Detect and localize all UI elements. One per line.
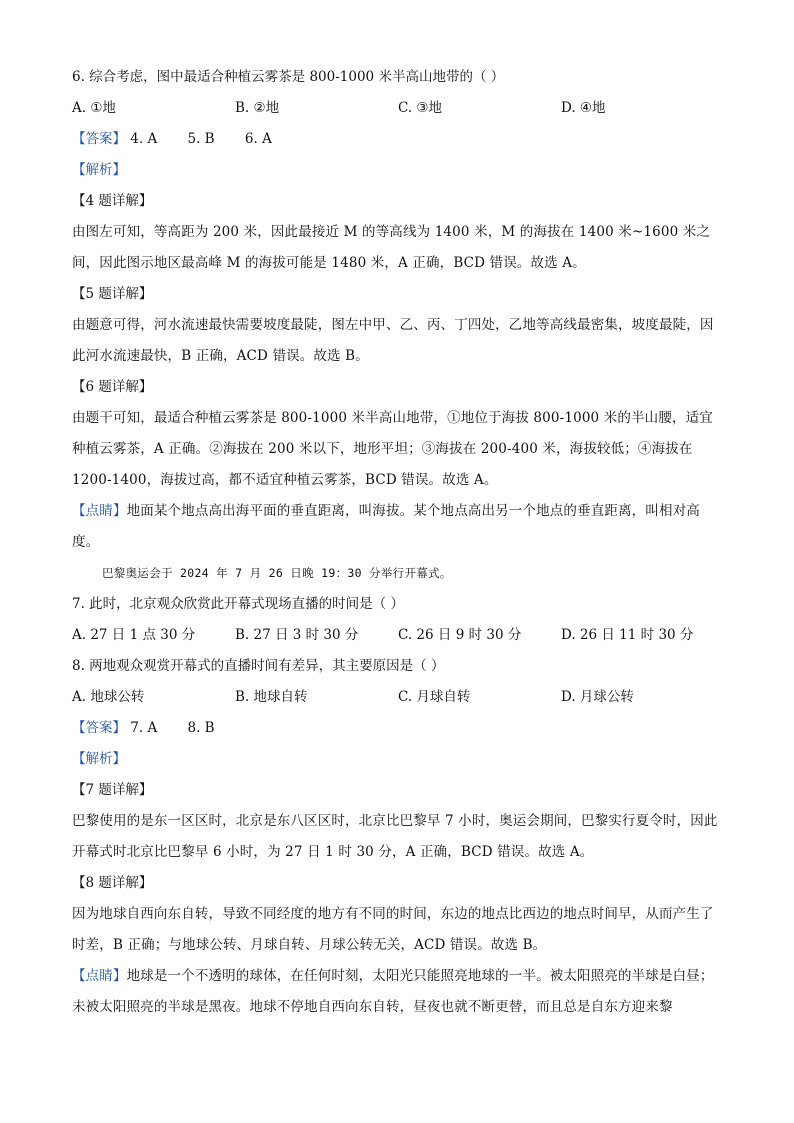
question-7-options [72,620,724,651]
answer-tag: 【答案】 [72,131,126,147]
tip-text: 地面某个地点高出海平面的垂直距离，叫海拔。某个地点高出另一个地点的垂直距离，叫相对高度。 [72,503,700,550]
answer-block-1 [72,124,724,155]
option-c: C. 26 日 9 时 30 分 [398,627,522,643]
option-d: D. 26 日 11 时 30 分 [561,627,694,643]
detail-5-text: 由题意可得，河水流速最快需要坡度最陡，图左中甲、乙、丙、丁四处，乙地等高线最密集，坡度最陡，因此河水流速最快，B 正确，ACD 错误。故选 B。 [72,317,714,364]
detail-5-title: 【5 题详解】 [72,286,153,302]
detail-4-title: 【4 题详解】 [72,193,153,209]
option-a: A. ①地 [72,100,116,116]
document-page [72,62,724,1023]
answer-5: 5. B [187,131,215,147]
detail-8-title: 【8 题详解】 [72,875,153,891]
detail-6-text: 由题干可知，最适合种植云雾茶是 800-1000 米半高山地带，①地位于海拔 800-1000 米的半山腰，适宜种植云雾茶，A 正确。②海拔在 200 米以下，地形平坦；③海拔在 200-400 米，海拔较低；④海拔在 1200-1400，海拔过高，都不适宜种植云雾茶，BCD 错误。故选 A。 [72,410,713,488]
option-b: B. ②地 [235,100,280,116]
tip-block-1 [72,496,724,558]
analysis-heading-1: 【解析】 [72,162,126,178]
answer-8: 8. B [187,720,215,736]
answer-7: 7. A [130,720,158,736]
option-a: A. 27 日 1 点 30 分 [72,627,196,643]
option-a: A. 地球公转 [72,689,145,705]
question-8-options [72,682,724,713]
tip-text: 地球是一个不透明的球体，在任何时刻，太阳光只能照亮地球的一半。被太阳照亮的半球是白昼；未被太阳照亮的半球是黑夜。地球不停地自西向东自转，昼夜也就不断更替，而且总是自东方迎来黎 [72,968,714,1015]
answer-4: 4. A [130,131,158,147]
option-d: D. ④地 [561,100,606,116]
detail-6-title: 【6 题详解】 [72,379,153,395]
detail-4-text: 由图左可知，等高距为 200 米，因此最接近 M 的等高线为 1400 米，M 的海拔在 1400 米~1600 米之间，因此图示地区最高峰 M 的海拔可能是 1480 米，A 正确，BCD 错误。故选 A。 [72,224,711,271]
option-c: C. 月球自转 [398,689,471,705]
answer-6: 6. A [244,131,272,147]
detail-8-text: 因为地球自西向东自转，导致不同经度的地方有不同的时间，东边的地点比西边的地点时间早，从而产生了时差，B 正确；与地球公转、月球自转、月球公转无关，ACD 错误。故选 B。 [72,906,714,953]
option-b: B. 27 日 3 时 30 分 [235,627,359,643]
question-6-options [72,93,724,124]
detail-7-title: 【7 题详解】 [72,782,153,798]
option-c: C. ③地 [398,100,443,116]
option-b: B. 地球自转 [235,689,308,705]
option-d: D. 月球公转 [561,689,634,705]
answer-block-2 [72,713,724,744]
analysis-heading-2: 【解析】 [72,751,126,767]
tip-block-2 [72,961,724,1023]
detail-7-text: 巴黎使用的是东一区区时，北京是东八区区时，北京比巴黎早 7 小时，奥运会期间，巴黎实行夏令时，因此开幕式时北京比巴黎早 6 小时，为 27 日 1 时 30 分，A 正确，BCD 错误。故选 A。 [72,813,718,860]
question-8-stem: 8. 两地观众观赏开幕式的直播时间有差异，其主要原因是（ ） [72,658,445,674]
answer-tag: 【答案】 [72,720,126,736]
tip-tag: 【点睛】 [72,503,127,519]
tip-tag: 【点睛】 [72,968,127,984]
question-7-stem: 7. 此时，北京观众欣赏此开幕式现场直播的时间是（ ） [72,596,404,612]
material-intro: 巴黎奥运会于 2024 年 7 月 26 日晚 19：30 分举行开幕式。 [102,566,452,580]
question-6-stem: 6. 综合考虑，图中最适合种植云雾茶是 800-1000 米半高山地带的（ ） [72,69,505,85]
